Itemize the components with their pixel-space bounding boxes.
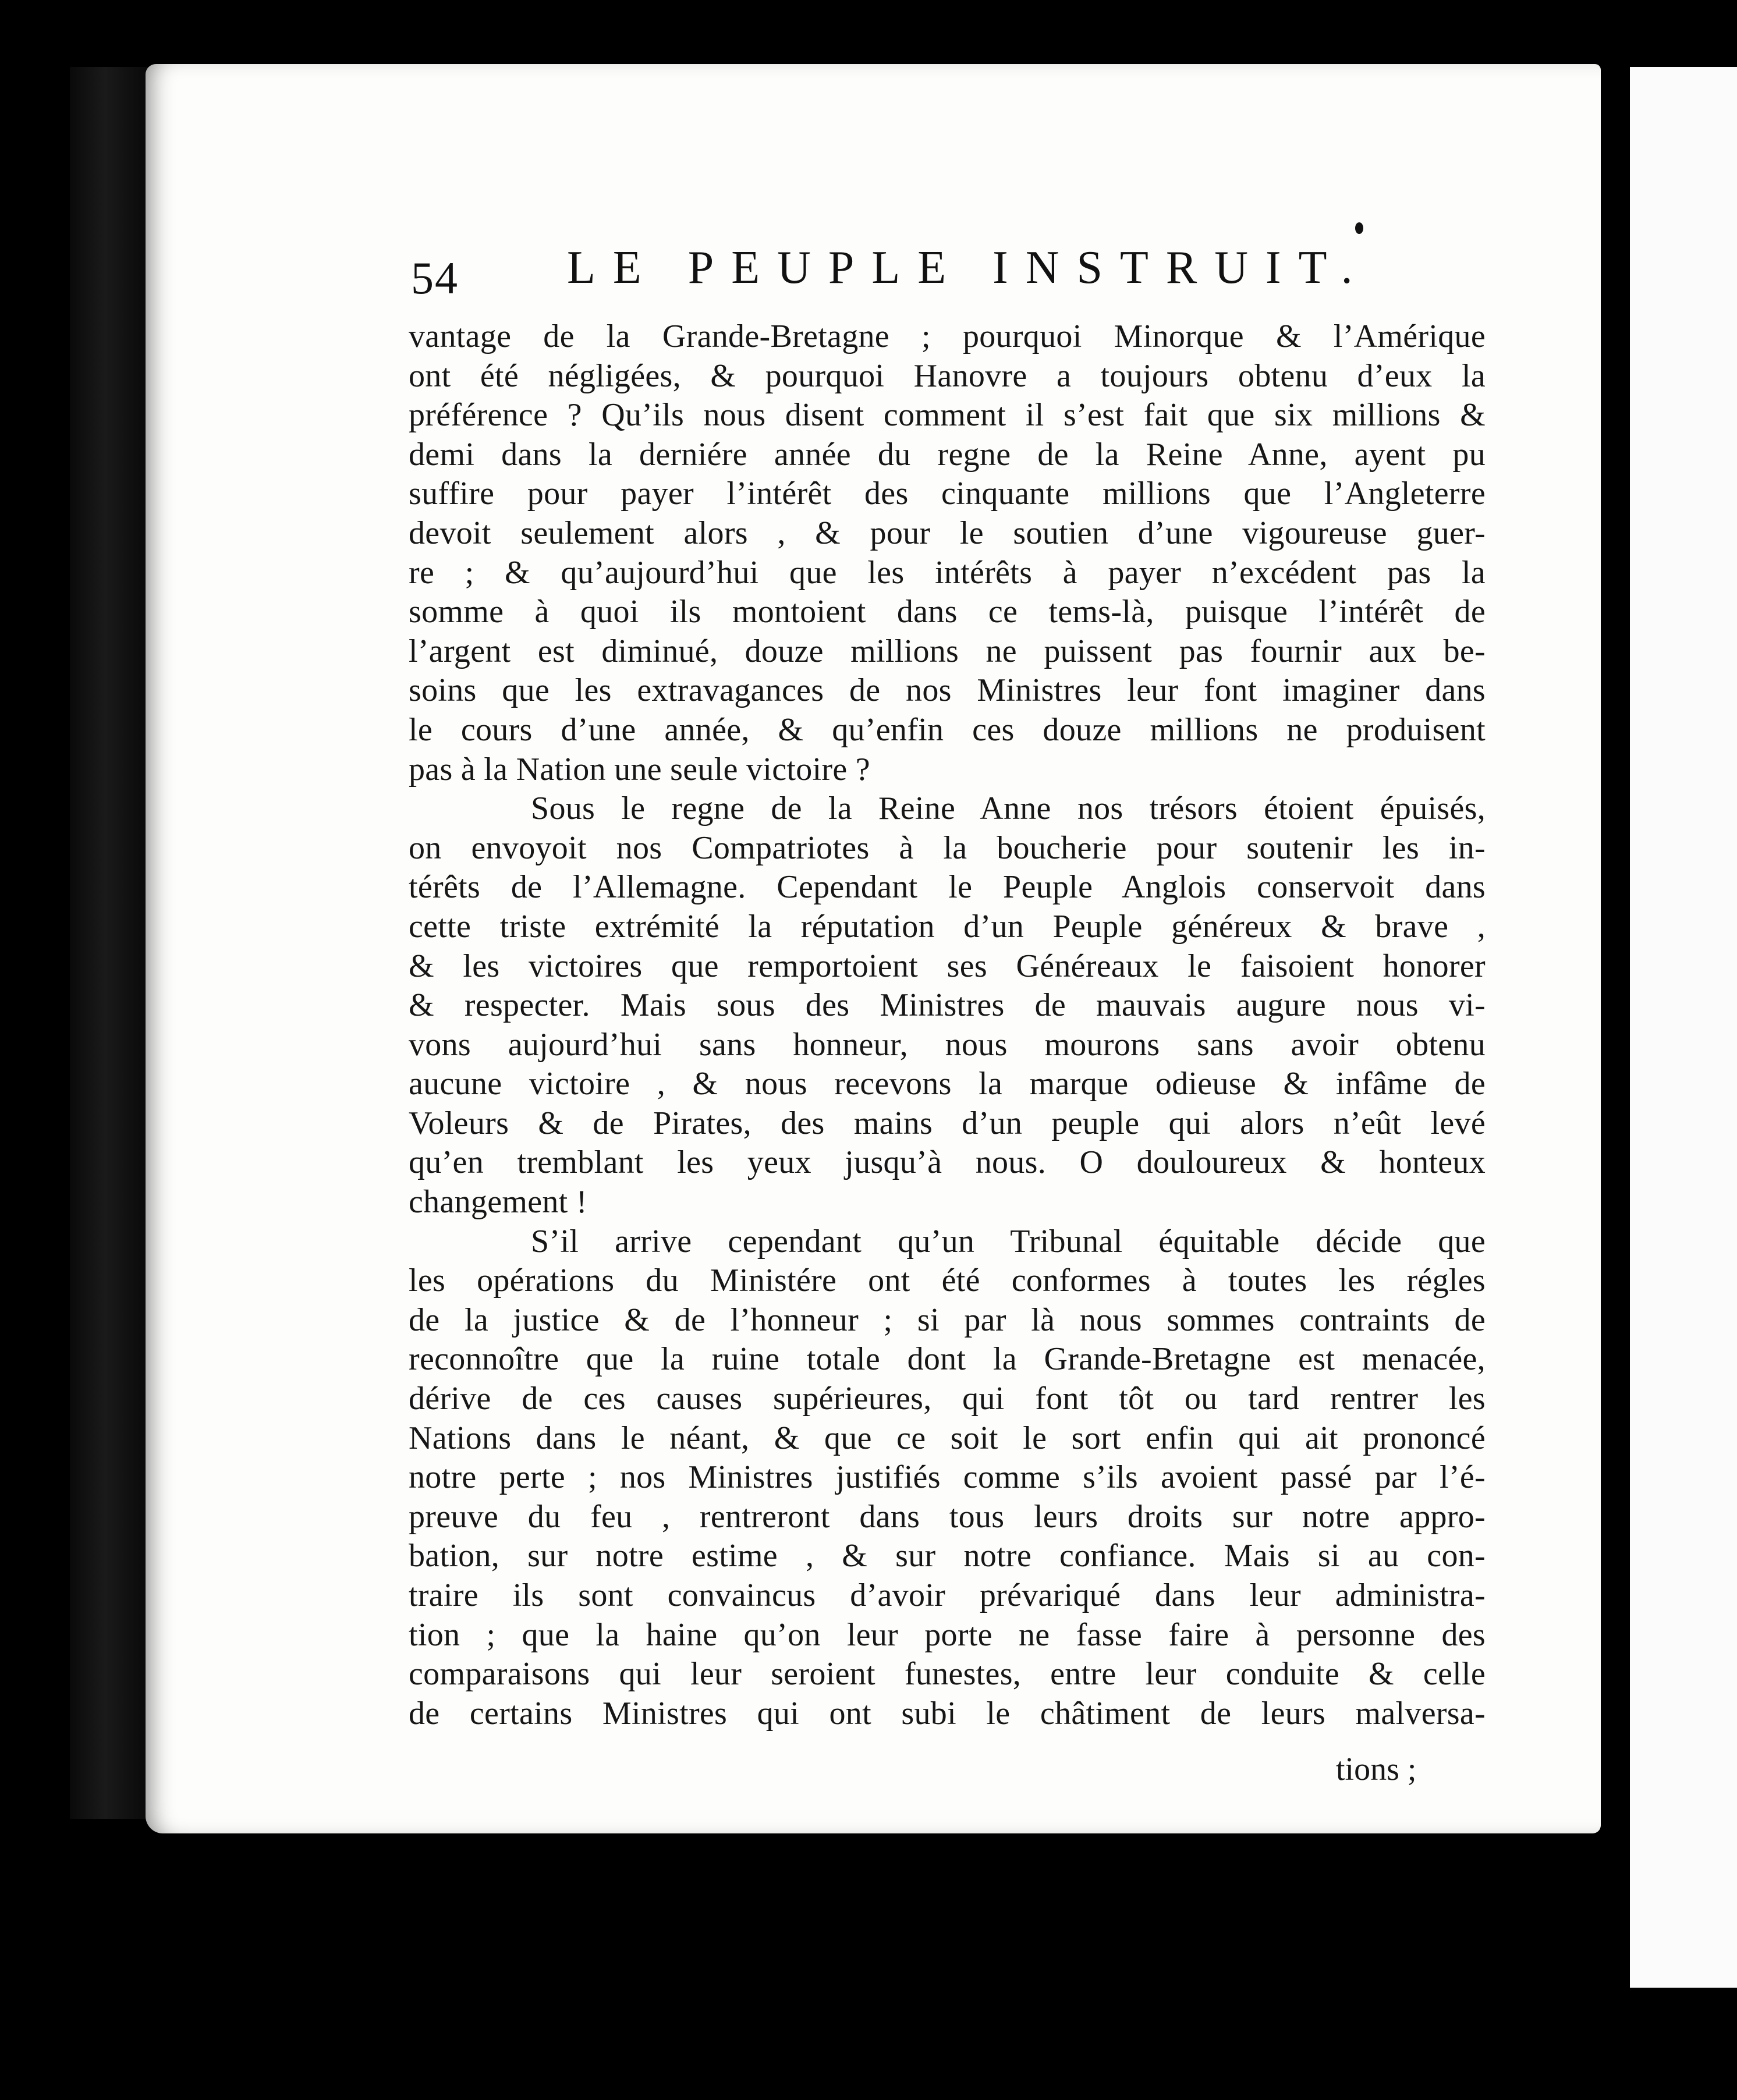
running-title: LE PEUPLE INSTRUIT.: [567, 242, 1370, 293]
paragraph: [409, 1222, 1486, 1734]
book-binding-edge: [70, 67, 157, 1819]
text-line: le cours d’une année, & qu’enfin ces douze millions ne produisent: [409, 711, 1486, 748]
text-line: dérive de ces causes supérieures, qui font tôt ou tard rentrer les: [409, 1381, 1486, 1417]
text-line: préférence ? Qu’ils nous disent comment il s’est fait que six millions &: [409, 397, 1486, 434]
text-line: bation, sur notre estime , & sur notre confiance. Mais si au con-: [409, 1538, 1486, 1574]
text-line: pas à la Nation une seule victoire ?: [409, 751, 870, 788]
text-line: somme à quoi ils montoient dans ce tems-là, puisque l’intérêt de: [409, 594, 1486, 630]
text-line: vantage de la Grande-Bretagne ; pourquoi Minorque & l’Amérique: [409, 318, 1486, 354]
text-line: re ; & qu’aujourd’hui que les intérêts à payer n’excédent pas la: [409, 554, 1486, 591]
text-line: Sous le regne de la Reine Anne nos trésors étoient épuisés,: [531, 790, 1486, 827]
text-line: traire ils sont convaincus d’avoir prévariqué dans leur administra-: [409, 1577, 1486, 1613]
text-line: de la justice & de l’honneur ; si par là nous sommes contraints de: [409, 1301, 1486, 1338]
scan-edge-mark: [1310, 41, 1350, 44]
scan-edge-mark: [1711, 35, 1729, 38]
text-line: Voleurs & de Pirates, des mains d’un peuple qui alors n’eût levé: [409, 1105, 1486, 1141]
text-line: qu’en tremblant les yeux jusqu’à nous. O douloureux & honteux: [409, 1144, 1486, 1181]
adjacent-page-edge: [1630, 67, 1737, 1988]
text-line: les opérations du Ministére ont été conformes à toutes les régles: [409, 1262, 1486, 1299]
text-line: ont été négligées, & pourquoi Hanovre a toujours obtenu d’eux la: [409, 357, 1486, 394]
text-line: S’il arrive cependant qu’un Tribunal équitable décide que: [531, 1223, 1486, 1260]
page-gutter: [1605, 58, 1632, 1991]
text-line: & les victoires que remportoient ses Généreaux le faisoient honorer: [409, 948, 1486, 984]
scan-edge-mark: [1688, 0, 1692, 64]
text-line: on envoyoit nos Compatriotes à la boucherie pour soutenir les in-: [409, 829, 1486, 866]
page-number: 54: [411, 253, 459, 303]
paragraph: [409, 789, 1486, 1222]
paragraph: [409, 317, 1486, 789]
text-line: comparaisons qui leur seroient funestes, entre leur conduite & celle: [409, 1656, 1486, 1693]
text-line: l’argent est diminué, douze millions ne puissent pas fournir aux be-: [409, 633, 1486, 669]
text-line: preuve du feu , rentreront dans tous leurs droits sur notre appro-: [409, 1498, 1486, 1535]
text-line: notre perte ; nos Ministres justifiés comme s’ils avoient passé par l’é-: [409, 1459, 1486, 1496]
text-line: soins que les extravagances de nos Ministres leur font imaginer dans: [409, 672, 1486, 709]
text-line: & respecter. Mais sous des Ministres de mauvais augure nous vi-: [409, 987, 1486, 1024]
ink-speck: [1355, 222, 1363, 234]
body-text: [409, 317, 1486, 1733]
catchword: tions ;: [1336, 1751, 1417, 1787]
text-line: changement !: [409, 1184, 587, 1221]
text-line: vons aujourd’hui sans honneur, nous mourons sans avoir obtenu: [409, 1026, 1486, 1063]
text-line: devoit seulement alors , & pour le soutien d’une vigoureuse guer-: [409, 515, 1486, 551]
text-line: demi dans la derniére année du regne de la Reine Anne, ayent pu: [409, 436, 1486, 473]
text-line: tion ; que la haine qu’on leur porte ne fasse faire à personne des: [409, 1616, 1486, 1653]
text-line: cette triste extrémité la réputation d’un Peuple généreux & brave ,: [409, 908, 1486, 945]
text-line: Nations dans le néant, & que ce soit le sort enfin qui ait prononcé: [409, 1420, 1486, 1456]
text-line: térêts de l’Allemagne. Cependant le Peuple Anglois conservoit dans: [409, 869, 1486, 906]
text-line: suffire pour payer l’intérêt des cinquante millions que l’Angleterre: [409, 476, 1486, 512]
text-line: de certains Ministres qui ont subi le châtiment de leurs malversa-: [409, 1695, 1486, 1732]
text-line: reconnoître que la ruine totale dont la Grande-Bretagne est menacée,: [409, 1341, 1486, 1378]
running-head: [411, 242, 1370, 306]
text-line: aucune victoire , & nous recevons la marque odieuse & infâme de: [409, 1066, 1486, 1102]
